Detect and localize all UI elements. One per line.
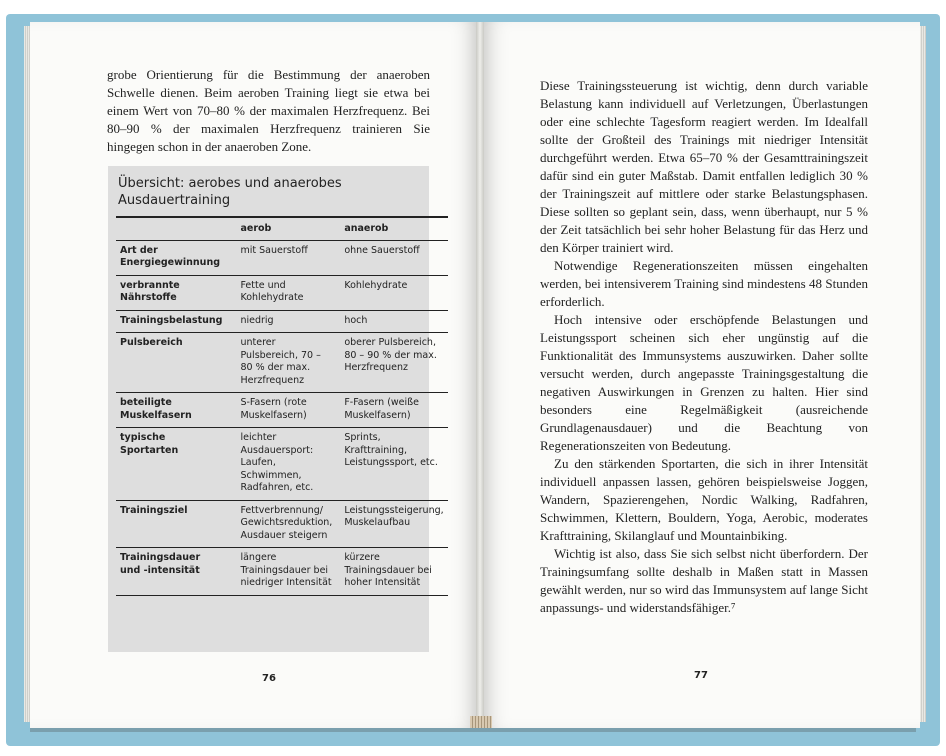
table-header-aerob: aerob [226,217,336,240]
table-row [116,333,448,393]
table-row [116,548,448,596]
book-spine [476,22,484,728]
headband [470,716,492,728]
table-row [116,428,448,501]
table-row [116,240,448,275]
row-label: Trainingsziel [116,500,226,548]
row-label: Trainingsdauer und -intensität [116,548,226,596]
right-body-text [540,77,868,617]
anaerob-cell: oberer Pulsbereich, 80 – 90 % der max. Herzfrequenz [336,333,447,393]
left-intro-paragraph: grobe Orientierung für die Bestimmung der anaeroben Schwelle dienen. Beim aeroben Training liegt sie etwa bei einem Wert von 70–80 % der maximalen Herzfrequenz. Bei 80–90 % der maximalen Herzfrequenz trainieren Sie hingegen schon in der anaeroben Zone. [107,67,430,154]
row-label: typische Sportarten [116,428,226,501]
table-row [116,393,448,428]
anaerob-cell: Leistungssteigerung, Muskelaufbau [336,500,447,548]
aerob-cell: längere Trainingsdauer bei niedriger Intensität [226,548,336,596]
right-paragraph: Diese Trainingssteuerung ist wichtig, denn durch variable Belastung kann individuell auf Verletzungen, Überlastungen oder eine schlechte Tagesform reagiert werden. Im Idealfall sollte der Großteil des Trainings mit niedriger Intensität durchgeführt werden. Etwa 65–70 % der Gesamttrainingszeit dafür sind ein guter Maßstab. Damit entfallen lediglich 30 % der Trainingszeit auf mittlere oder starke Belastungsphasen. Diese sollten so geplant sein, dass, wenn überhaupt, nur 5 % der Zeit tatsächlich bei sehr hoher Belastung für das Herz und den Körper trainiert wird. [540,78,868,255]
anaerob-cell: F-Fasern (weiße Muskelfasern) [336,393,447,428]
aerob-cell: mit Sauerstoff [226,240,336,275]
table-header-empty [116,217,226,240]
comparison-table [116,216,448,596]
right-page-number: 77 [694,670,708,681]
right-paragraph: Wichtig ist also, dass Sie sich selbst nicht überfordern. Der Trainingsumfang sollte deshalb in Maßen statt in Massen gewählt werden, nur so wird das Immunsystem auf lange Sicht anpassungs- und widerstandsfähiger.⁷ [540,546,868,615]
left-page-number: 76 [262,673,276,684]
row-label: Pulsbereich [116,333,226,393]
anaerob-cell: ohne Sauerstoff [336,240,447,275]
anaerob-cell: Kohlehydrate [336,275,447,310]
anaerob-cell: hoch [336,310,447,333]
aerob-cell: unterer Pulsbereich, 70 – 80 % der max. Herzfrequenz [226,333,336,393]
overview-box-title: Übersicht: aerobes und anaerobes Ausdauertraining [118,176,342,208]
table-header-anaerob: anaerob [336,217,447,240]
anaerob-cell: Sprints, Krafttraining, Leistungssport, etc. [336,428,447,501]
row-label: beteiligte Muskelfasern [116,393,226,428]
right-paragraph: Notwendige Regenerationszeiten müssen eingehalten werden, bei intensiverem Training sind mindestens 48 Stunden erforderlich. [540,258,868,309]
right-paragraph: Zu den stärkenden Sportarten, die sich in ihrer Intensität individuell anpassen lassen, gehören beispielsweise Joggen, Wandern, Spazierengehen, Nordic Walking, Radfahren, Schwimmen, Klettern, Bouldern, Yoga, Aerobic, moderates Krafttraining, Skilanglauf und Mountainbiking. [540,456,868,543]
row-label: verbrannte Nährstoffe [116,275,226,310]
aerob-cell: niedrig [226,310,336,333]
row-label: Trainingsbelastung [116,310,226,333]
overview-box [108,166,444,652]
right-paragraph: Hoch intensive oder erschöpfende Belastungen und Leistungssport scheinen sich eher ungünstig auf die Funktionalität des Immunsystems auszuwirken. Daher sollte versucht werden, durch angepasste Trainingsgestaltung die negativen Auswirkungen in Grenzen zu halten. Hier sind besonders eine Regelmäßigkeit (ausreichende Grundlagenausdauer) und die Beachtung von Regenerationszeiten von Bedeutung. [540,312,868,453]
left-intro-text [107,66,430,156]
table-row [116,500,448,548]
aerob-cell: S-Fasern (rote Muskelfasern) [226,393,336,428]
anaerob-cell: kürzere Trainingsdauer bei hoher Intensität [336,548,447,596]
aerob-cell: leichter Ausdauersport: Laufen, Schwimmen, Radfahren, etc. [226,428,336,501]
aerob-cell: Fette und Kohlehydrate [226,275,336,310]
table-row [116,275,448,310]
table-header-row [116,217,448,240]
aerob-cell: Fettverbrennung/ Gewichtsreduktion, Ausdauer steigern [226,500,336,548]
table-row [116,310,448,333]
row-label: Art der Energiegewinnung [116,240,226,275]
